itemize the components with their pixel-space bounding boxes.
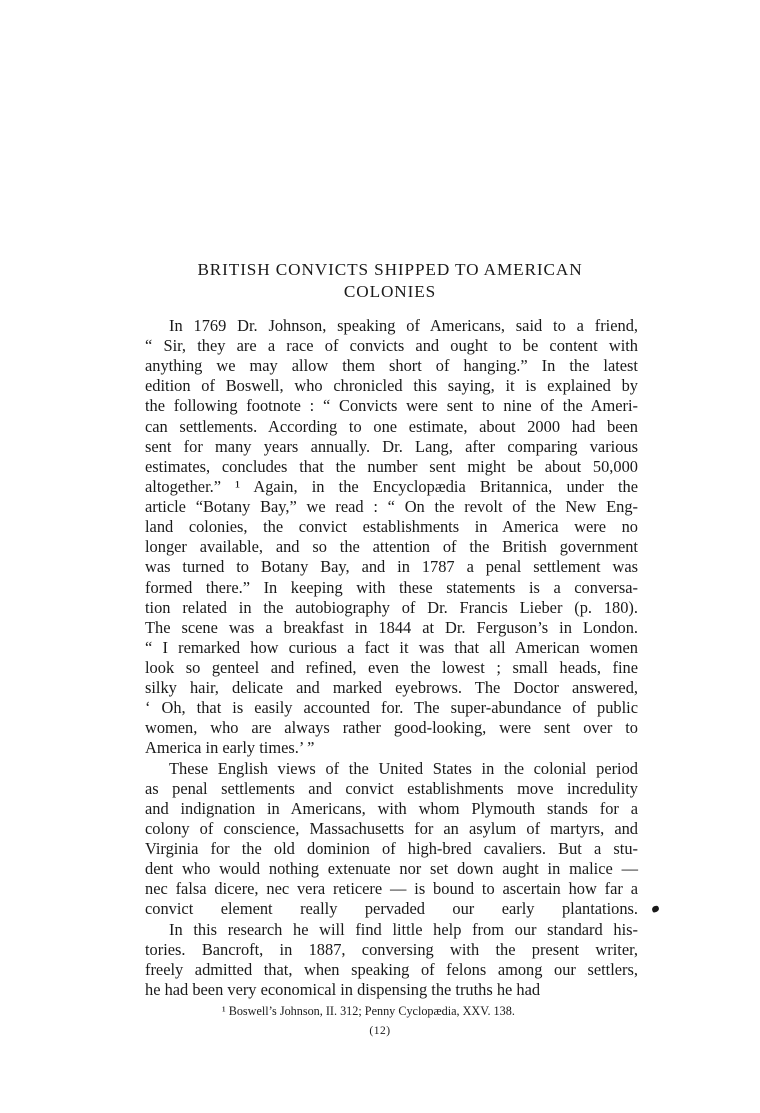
body-line: silky hair, delicate and marked eyebrows. The Doctor answered,: [145, 678, 638, 698]
footnote: ¹ Boswell’s Johnson, II. 312; Penny Cyclopædia, XXV. 138.: [222, 1004, 515, 1018]
chapter-title-line-1: BRITISH CONVICTS SHIPPED TO AMERICAN: [197, 260, 583, 279]
body-line: These English views of the United States in the colonial period: [169, 758, 638, 778]
body-line: article “Botany Bay,” we read : “ On the revolt of the New Eng-: [145, 497, 638, 517]
body-line: America in early times.’ ”: [145, 738, 315, 758]
body-line: edition of Boswell, who chronicled this saying, it is explained by: [145, 376, 638, 396]
body-line: as penal settlements and convict establishments move incredulity: [145, 778, 638, 798]
body-line: anything we may allow them short of hanging.” In the latest: [145, 356, 638, 376]
body-line: dent who would nothing extenuate nor set down aught in malice —: [145, 859, 638, 879]
body-line: Virginia for the old dominion of high-bred cavaliers. But a stu-: [145, 839, 638, 859]
body-line: look so genteel and refined, even the lowest ; small heads, fine: [145, 658, 638, 677]
body-line: formed there.” In keeping with these statements is a conversa-: [145, 577, 638, 597]
body-line: the following footnote : “ Convicts were sent to nine of the Ameri-: [145, 396, 638, 416]
body-line: “ Sir, they are a race of convicts and ought to be content with: [145, 336, 638, 356]
body-line: can settlements. According to one estimate, about 2000 had been: [145, 416, 638, 436]
body-line: longer available, and so the attention of the British government: [145, 537, 638, 557]
body-line: freely admitted that, when speaking of felons among our settlers,: [145, 959, 638, 979]
body-line: land colonies, the convict establishments in America were no: [145, 517, 638, 537]
body-line: “ I remarked how curious a fact it was that all American women: [145, 637, 638, 657]
body-line: altogether.” ¹ Again, in the Encyclopædia Britannica, under the: [145, 476, 638, 496]
body-line: he had been very economical in dispensing the truths he had: [145, 979, 541, 999]
ink-blot-mark: [651, 905, 660, 913]
body-line: ‘ Oh, that is easily accounted for. The super-abundance of public: [145, 698, 638, 718]
body-line: tion related in the autobiography of Dr. Francis Lieber (p. 180).: [145, 597, 638, 617]
body-line: The scene was a breakfast in 1844 at Dr. Ferguson’s in London.: [145, 617, 638, 637]
body-line: tories. Bancroft, in 1887, conversing with the present writer,: [145, 939, 638, 959]
body-line: sent for many years annually. Dr. Lang, after comparing various: [145, 436, 638, 456]
page-number: (12): [369, 1025, 391, 1037]
body-line: In 1769 Dr. Johnson, speaking of Americans, said to a friend,: [169, 316, 638, 335]
body-line: colony of conscience, Massachusetts for an asylum of martyrs, and: [145, 818, 638, 838]
chapter-title-line-2: COLONIES: [343, 282, 437, 301]
body-line: women, who are always rather good-looking, were sent over to: [145, 718, 638, 738]
body-line: convict element really pervaded our early plantations.: [145, 899, 638, 919]
body-line: nec falsa dicere, nec vera reticere — is bound to ascertain how far a: [145, 879, 638, 899]
body-line: and indignation in Americans, with whom Plymouth stands for a: [145, 798, 638, 818]
body-line: was turned to Botany Bay, and in 1787 a penal settlement was: [145, 557, 638, 577]
body-line: In this research he will find little help from our standard his-: [169, 919, 638, 939]
body-line: estimates, concludes that the number sent might be about 50,000: [145, 456, 638, 476]
chapter-title: [140, 259, 640, 303]
